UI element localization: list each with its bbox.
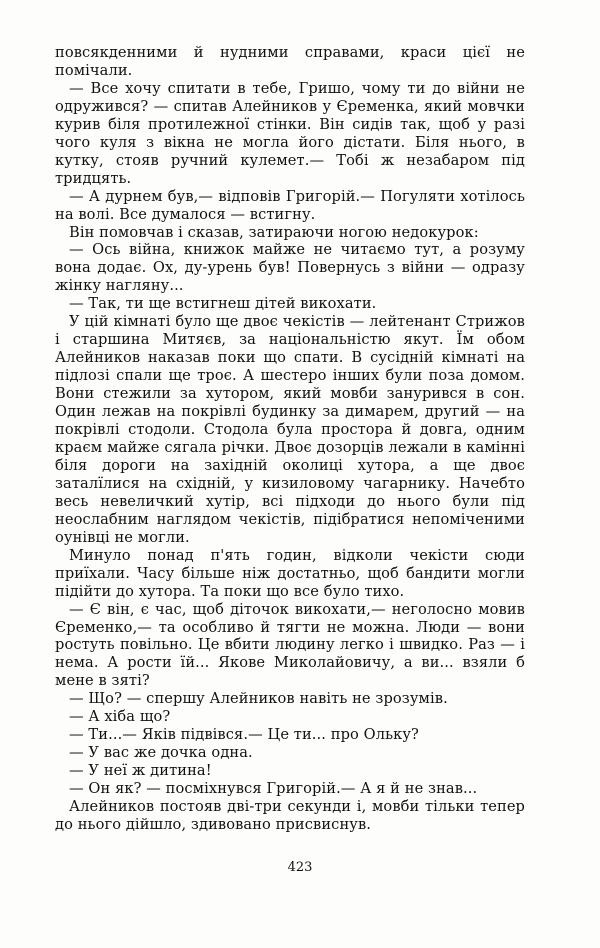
paragraph: — Що? — спершу Алейников навіть не зрозумів. [69, 690, 448, 708]
paragraph: — Он як? — посміхнувся Григорій.— А я й не знав... [69, 780, 478, 798]
page-number: 423 [287, 860, 313, 875]
paragraph: — А хіба що? [69, 708, 171, 726]
body-text [55, 44, 525, 834]
paragraph: У цій кімнаті було ще двоє чекістів — лейтенант Стрижов і старшина Митяєв, за національністю якут. Їм обом Алейников наказав поки що спати. В сусідній кімнаті на підлозі спали ще троє. А шестеро інших були поза домом. Вони стежили за хутором, який мовби занурився в сон. Один лежав на покрівлі будинку за димарем, другий — на покрівлі стодоли. Стодола була простора й довга, одним краєм майже сягала річки. Двоє дозорців лежали в камінні біля дороги на західній околиці хутора, а ще двоє заталїлися на східній, у кизиловому чагарнику. Начебто весь невеличкий хутір, всі підходи до нього були під неослабним наглядом чекістів, підібратися непоміченими оунівці не могли. [55, 313, 525, 546]
paragraph: повсякденними й нудними справами, краси цієї не помічали. [55, 44, 525, 79]
paragraph: — Ти...— Яків підвівся.— Це ти... про Ольку? [69, 726, 419, 744]
paragraph: — А дурнем був,— відповів Григорій.— Погуляти хотілось на волі. Все думалося — встигну. [55, 187, 525, 223]
paragraph: — Є він, є час, щоб діточок викохати,— неголосно мовив Єременко,— та особливо й тягти не можна. Люди — вони ростуть повільно. Це вбити людину легко і швидко. Раз — і нема. А рости їй... Якове Миколайовичу, а ви... взяли б мене в зяті? [55, 600, 525, 690]
paragraph: — У вас же дочка одна. [69, 744, 253, 762]
paragraph: Алейников постояв дві-три секунди і, мовби тільки тепер до нього дійшло, здивовано присвиснув. [55, 798, 525, 833]
paragraph: — У неї ж дитина! [69, 762, 212, 780]
paragraph: Минуло понад п'ять годин, відколи чекісти сюди приїхали. Часу більше ніж достатньо, щоб бандити могли підійти до хутора. Та поки що все було тихо. [55, 546, 525, 600]
paragraph: — Все хочу спитати в тебе, Гришо, чому ти до війни не одружився? — спитав Алейников у Єременка, який мовчки курив біля протилежної стінки. Він сидів так, щоб у разі чого куля з вікна не могла його дістати. Біля нього, в кутку, стояв ручний кулемет.— Тобі ж незабаром під тридцять. [55, 79, 525, 187]
paragraph: — Так, ти ще встигнеш дітей викохати. [69, 295, 377, 313]
paragraph: Він помовчав і сказав, затираючи ногою недокурок: [69, 223, 479, 241]
paragraph: — Ось війна, книжок майже не читаємо тут, а розуму вона додає. Ох, ду-урень був! Повернусь з війни — одразу жінку нагляну... [55, 241, 525, 295]
